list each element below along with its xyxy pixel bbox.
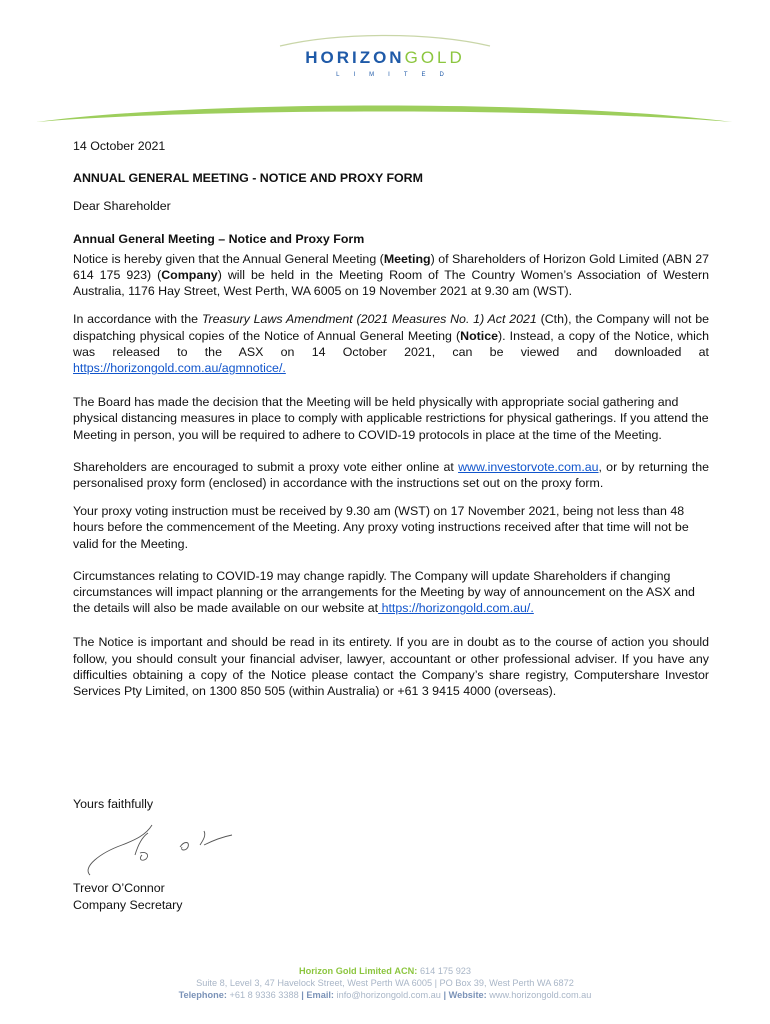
logo-word-horizon: HORIZON xyxy=(305,48,405,67)
footer-contact-line: Telephone: +61 8 9336 3388 | Email: info@horizongold.com.au | Website: www.horizongold.com.au xyxy=(178,990,592,1001)
signer-name: Trevor O’Connor xyxy=(73,881,165,895)
signer-title: Company Secretary xyxy=(73,897,183,912)
footer-tel: +61 8 9336 3388 xyxy=(229,990,299,1001)
signer-block xyxy=(73,880,183,914)
letter-body xyxy=(73,130,709,699)
paragraph-important-notice: The Notice is important and should be read in its entirety. If you are in doubt as to the course of action you should follow, you should consult your financial adviser, lawyer, accountant or other professional adviser. If you have any difficulties obtaining a copy of the Notice please contact the Company’s share registry, Computershare Investor Services Pty Limited, on 1300 850 505 (within Australia) or +61 3 9415 4000 (overseas). xyxy=(73,635,709,699)
footer-email[interactable]: info@horizongold.com.au xyxy=(336,990,441,1001)
footer-company: Horizon Gold Limited xyxy=(298,966,392,976)
signature-icon xyxy=(80,815,250,880)
logo-subtitle: LIMITED xyxy=(336,72,458,78)
closing: Yours faithfully xyxy=(73,797,154,811)
footer-web-label: Website: xyxy=(448,990,487,1001)
footer-acn-label: ACN: xyxy=(394,966,418,976)
footer-address: Suite 8, Level 3, 47 Havelock Street, West Perth WA 6005 | PO Box 39, West Perth WA 6872 xyxy=(196,978,574,989)
paragraph-proxy-deadline: Your proxy voting instruction must be received by 9.30 am (WST) on 17 November 2021, being not less than 48 hours before the commencement of the Meeting. Any proxy voting instructions received after that time will not be valid for the Meeting. xyxy=(73,504,689,551)
footer-acn: 614 175 923 xyxy=(419,966,472,976)
logo-wordmark xyxy=(0,48,770,68)
letter-date: 14 October 2021 xyxy=(73,139,166,153)
page-footer xyxy=(0,965,770,1002)
paragraph-proxy-vote: Shareholders are encouraged to submit a proxy vote either online at www.investorvote.com.au, or by returning the personalised proxy form (enclosed) in accordance with the instructions set out on the proxy form. xyxy=(73,459,710,491)
letter-title: ANNUAL GENERAL MEETING - NOTICE AND PROXY FORM xyxy=(73,171,423,186)
footer-company-line xyxy=(0,965,770,977)
footer-tel-label: Telephone: xyxy=(178,990,227,1001)
logo-word-gold: GOLD xyxy=(404,48,465,67)
paragraph-meeting-notice: Notice is hereby given that the Annual General Meeting (Meeting) of Shareholders of Horizon Gold Limited (ABN 27 614 175 923) (Company) will be held in the Meeting Room of The Country Women’s Association of Western Australia, 1176 Hay Street, West Perth, WA 6005 on 19 November 2021 at 9.30 am (WST). xyxy=(73,251,710,299)
website-link[interactable]: https://horizongold.com.au/. xyxy=(378,601,534,616)
salutation: Dear Shareholder xyxy=(73,199,171,214)
paragraph-covid-circumstances: Circumstances relating to COVID-19 may change rapidly. The Company will update Shareholders if changing circumstances will impact planning or the arrangements for the Meeting by way of announcement on the ASX and the details will also be made available on our website at https://horizongold.com.au/. xyxy=(73,568,695,616)
agm-notice-link[interactable]: https://horizongold.com.au/agmnotice/. xyxy=(73,361,286,376)
investorvote-link[interactable]: www.investorvote.com.au xyxy=(458,459,599,474)
paragraph-board-decision: The Board has made the decision that the Meeting will be held physically with appropriate social gathering and physical distancing measures in place to comply with applicable restrictions for physical gatherings. If you attend the Meeting in person, you will be required to adhere to COVID-19 protocols in place at the time of the Meeting. xyxy=(73,395,709,442)
subheading: Annual General Meeting – Notice and Proxy Form xyxy=(73,231,365,246)
footer-email-label: Email: xyxy=(306,990,334,1001)
footer-web[interactable]: www.horizongold.com.au xyxy=(489,990,592,1001)
logo-swoosh-icon xyxy=(0,30,770,130)
paragraph-notice-access: In accordance with the Treasury Laws Amendment (2021 Measures No. 1) Act 2021 (Cth), the Company will not be dispatching physical copies of the Notice of Annual General Meeting (Notice). Instead, a copy of the Notice, which was released to the ASX on 14 October 2021, can be viewed and downloaded at https://horizongold.com.au/agmnotice/. xyxy=(73,312,710,376)
company-logo xyxy=(0,30,770,130)
